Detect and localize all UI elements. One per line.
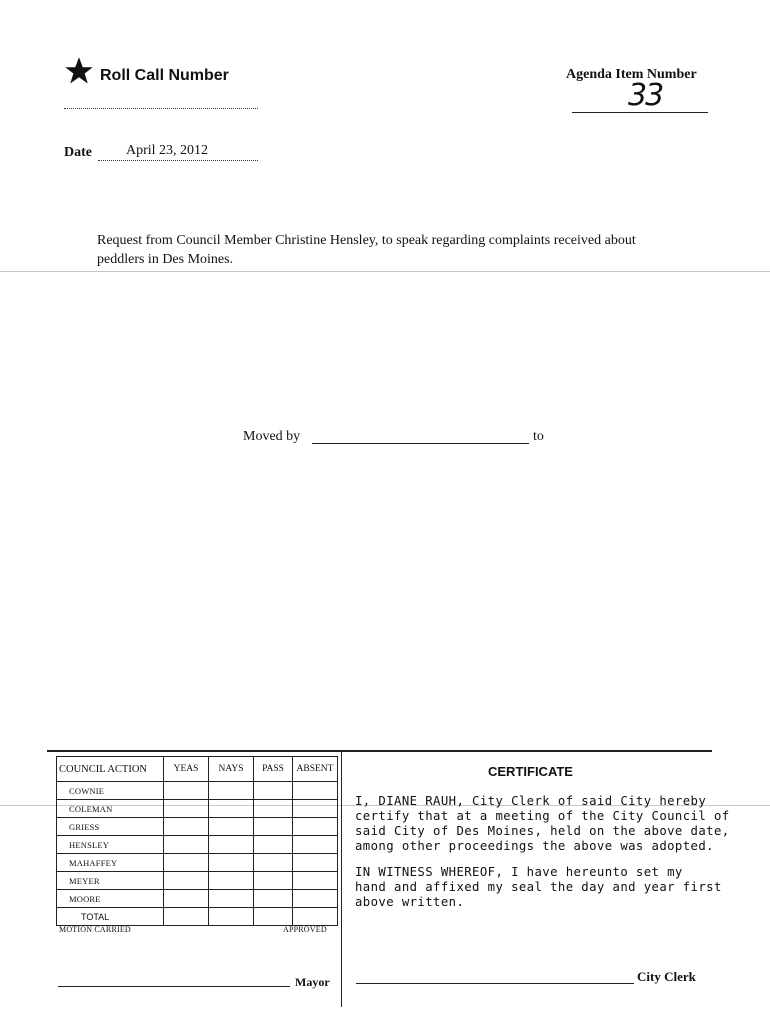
- vote-cell: [209, 782, 254, 800]
- vote-cell: [254, 872, 293, 890]
- agenda-item-label: Agenda Item Number: [566, 67, 697, 82]
- vote-cell: [164, 890, 209, 908]
- vote-cell: [209, 908, 254, 926]
- vote-cell: [209, 890, 254, 908]
- vote-cell: [164, 908, 209, 926]
- city-clerk-signature-line: [356, 983, 634, 984]
- certificate-para2-line1: IN WITNESS WHEREOF, I have hereunto set my: [355, 865, 683, 879]
- approved-label: APPROVED: [283, 925, 327, 934]
- certificate-para1-line4: among other proceedings the above was adopted.: [355, 839, 714, 853]
- vote-cell: [254, 854, 293, 872]
- table-row: [57, 800, 338, 818]
- certificate-paragraph-2: [355, 865, 722, 910]
- vote-cell: [209, 872, 254, 890]
- moved-by-label: Moved by: [243, 429, 301, 444]
- certificate-title: CERTIFICATE: [488, 764, 573, 779]
- certificate-para2-line2: hand and affixed my seal the day and year first: [355, 880, 722, 894]
- col-yeas: YEAS: [164, 757, 209, 782]
- member-hensley: HENSLEY: [57, 836, 164, 854]
- roll-call-label: Roll Call Number: [100, 67, 229, 84]
- vote-cell: [164, 836, 209, 854]
- vote-cell: [164, 782, 209, 800]
- vote-cell: [293, 818, 338, 836]
- vote-cell: [254, 782, 293, 800]
- member-meyer: MEYER: [57, 872, 164, 890]
- table-row: [57, 854, 338, 872]
- agenda-item-number: 33: [628, 78, 663, 113]
- request-text-line-2: peddlers in Des Moines.: [97, 252, 234, 267]
- moved-by-to-label: to: [533, 429, 544, 444]
- certificate-para1-line2: certify that at a meeting of the City Council of: [355, 809, 730, 823]
- star-icon: [64, 56, 94, 86]
- request-text: [97, 231, 636, 269]
- vote-cell: [209, 854, 254, 872]
- vote-cell: [164, 818, 209, 836]
- roll-call-number-line: [64, 108, 258, 109]
- city-clerk-label: City Clerk: [637, 969, 696, 984]
- vote-cell: [254, 890, 293, 908]
- request-text-line-1: Request from Council Member Christine Hensley, to speak regarding complaints received about: [97, 233, 636, 248]
- col-absent: ABSENT: [293, 757, 338, 782]
- member-moore: MOORE: [57, 890, 164, 908]
- motion-carried-label: MOTION CARRIED: [59, 925, 131, 934]
- col-nays: NAYS: [209, 757, 254, 782]
- scan-artifact-line-top: [0, 271, 770, 272]
- total-label: TOTAL: [57, 908, 164, 926]
- vote-cell: [293, 908, 338, 926]
- vote-cell: [164, 800, 209, 818]
- certificate-paragraph-1: [355, 794, 730, 854]
- vote-cell: [293, 836, 338, 854]
- vote-cell: [293, 872, 338, 890]
- certificate-para1-line3: said City of Des Moines, held on the above date,: [355, 824, 730, 838]
- agenda-item-line: [572, 112, 708, 113]
- mayor-signature-line: [58, 986, 290, 987]
- council-action-table: [56, 756, 338, 926]
- member-coleman: COLEMAN: [57, 800, 164, 818]
- vote-cell: [293, 890, 338, 908]
- table-row: [57, 890, 338, 908]
- footer-top-rule: [47, 750, 712, 752]
- vote-cell: [209, 800, 254, 818]
- mayor-label: Mayor: [295, 975, 330, 989]
- table-row: [57, 836, 338, 854]
- table-row-total: [57, 908, 338, 926]
- certificate-para1-line1: I, DIANE RAUH, City Clerk of said City hereby: [355, 794, 707, 808]
- table-row: [57, 872, 338, 890]
- vote-cell: [293, 782, 338, 800]
- footer-vertical-divider: [341, 752, 342, 1007]
- vote-cell: [209, 836, 254, 854]
- member-cownie: COWNIE: [57, 782, 164, 800]
- vote-cell: [293, 800, 338, 818]
- vote-cell: [209, 818, 254, 836]
- council-action-header: COUNCIL ACTION: [57, 757, 164, 782]
- vote-cell: [254, 818, 293, 836]
- vote-cell: [164, 854, 209, 872]
- vote-cell: [254, 908, 293, 926]
- moved-by-line: [312, 443, 529, 444]
- col-pass: PASS: [254, 757, 293, 782]
- vote-cell: [293, 854, 338, 872]
- member-mahaffey: MAHAFFEY: [57, 854, 164, 872]
- table-row: [57, 782, 338, 800]
- vote-cell: [254, 836, 293, 854]
- certificate-para2-line3: above written.: [355, 895, 465, 909]
- date-field: [98, 143, 258, 161]
- table-row: [57, 818, 338, 836]
- vote-cell: [164, 872, 209, 890]
- date-label: Date: [64, 145, 92, 160]
- member-griess: GRIESS: [57, 818, 164, 836]
- council-action-header-row: [57, 757, 338, 782]
- vote-cell: [254, 800, 293, 818]
- date-value: April 23, 2012: [126, 143, 209, 158]
